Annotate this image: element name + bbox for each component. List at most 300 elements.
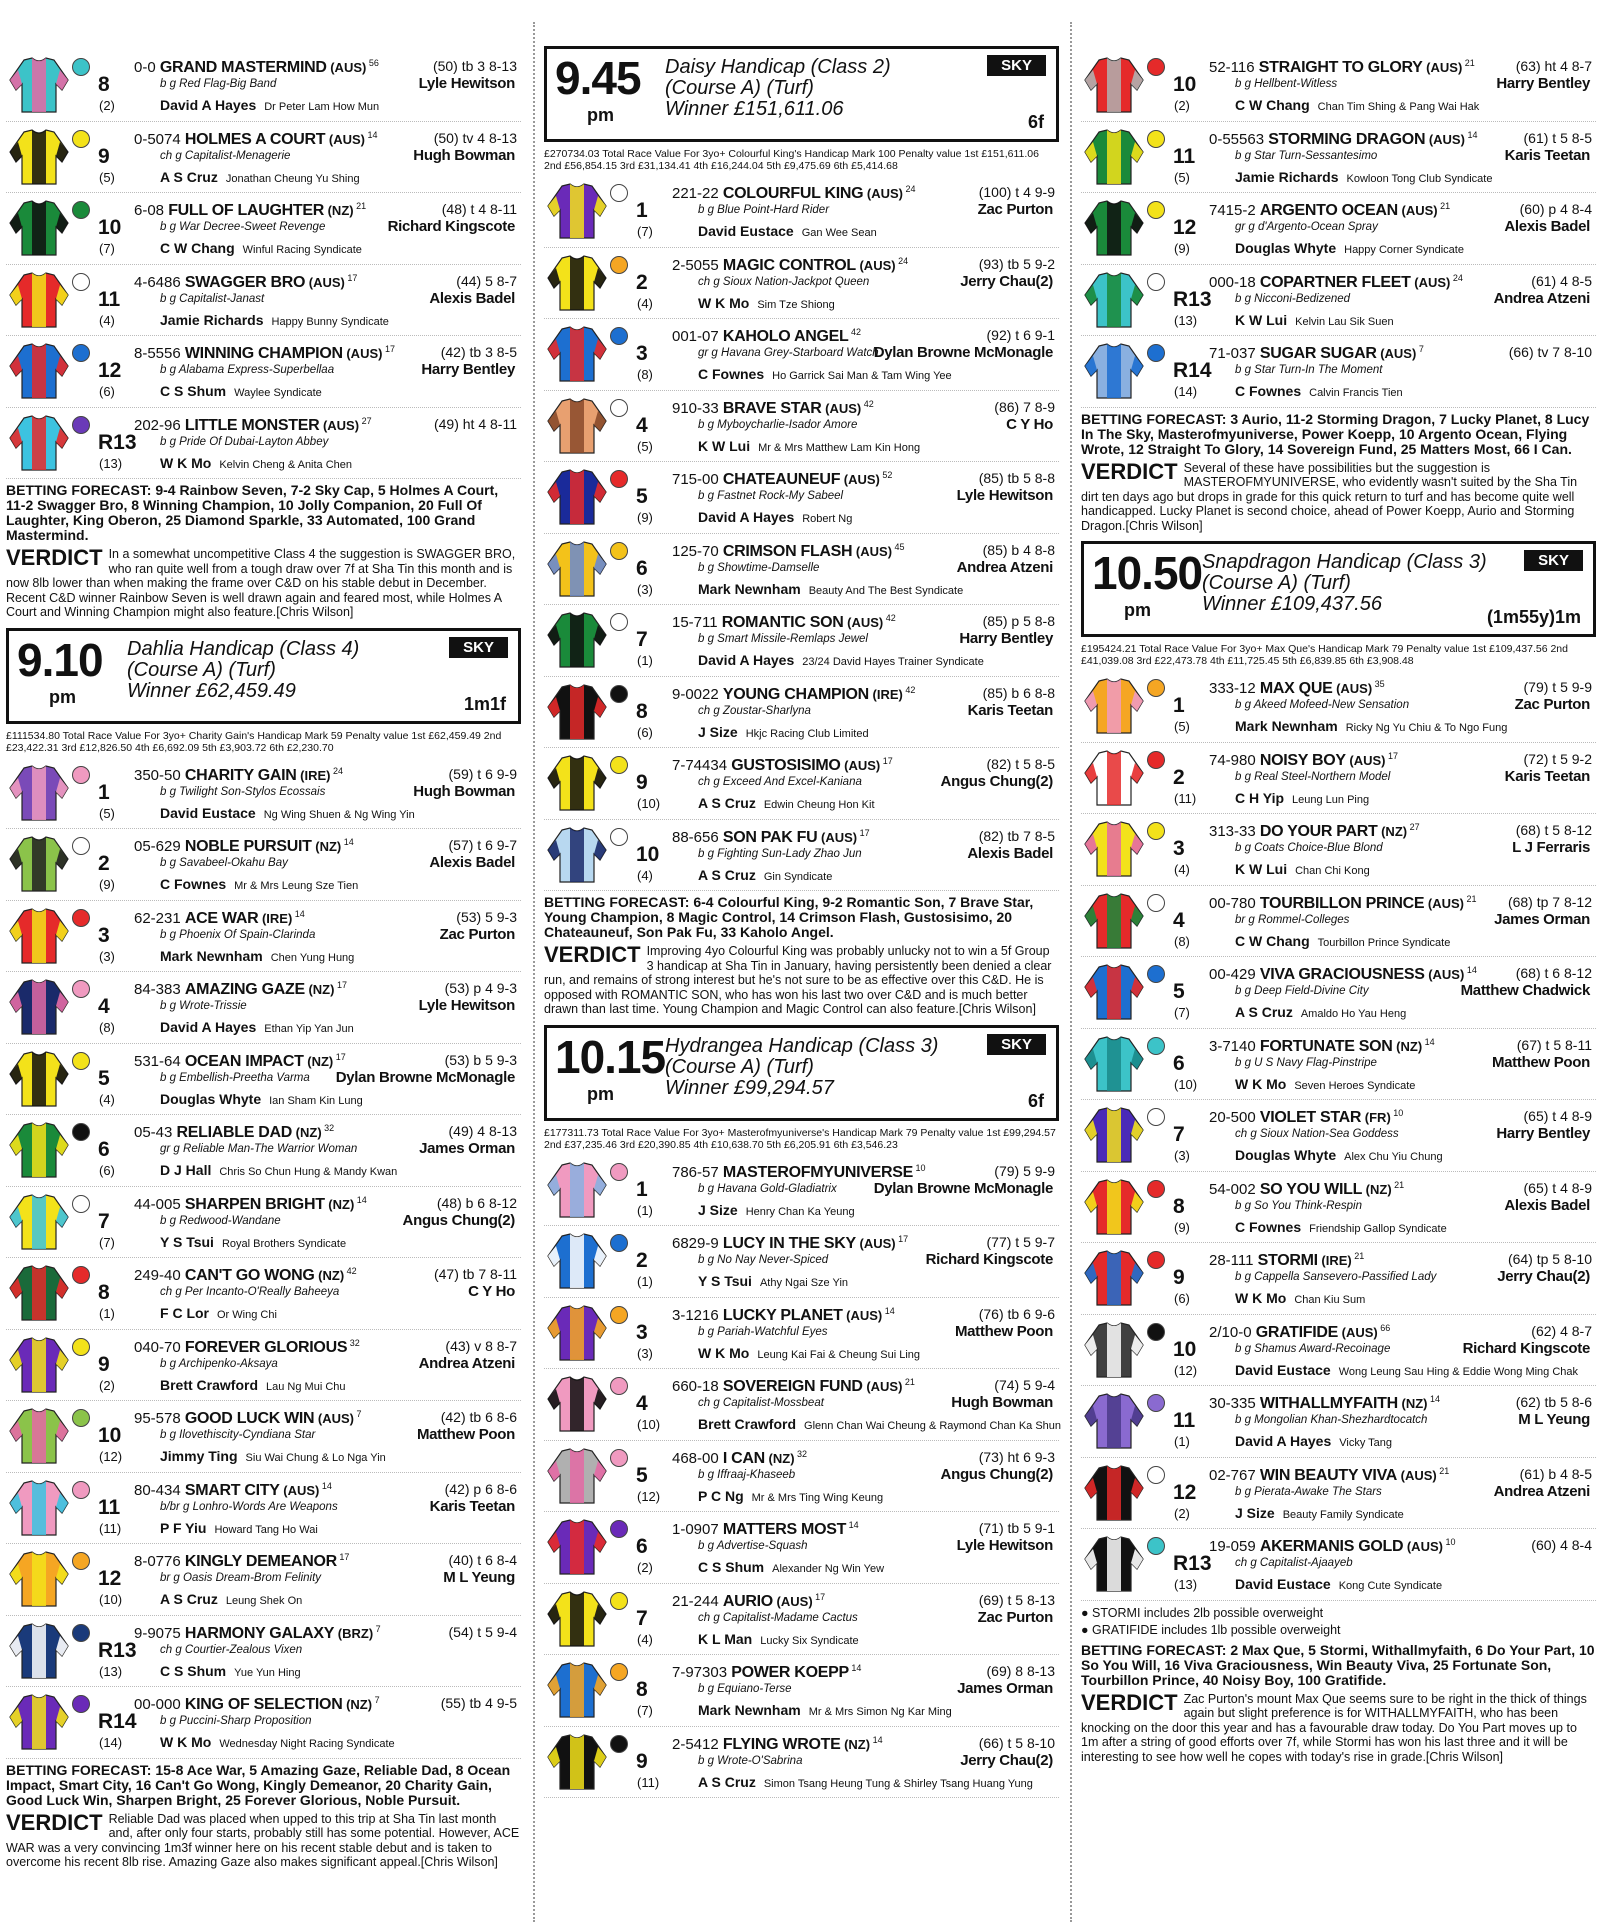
owner-name: Glenn Chan Wai Cheung & Raymond Chan Ka Shun — [804, 1420, 1062, 1432]
jockey-silks-icon — [1083, 1178, 1145, 1236]
cap-icon — [1147, 1323, 1165, 1341]
horse-name: VIVA GRACIOUSNESS — [1259, 966, 1425, 983]
cap-icon — [610, 828, 628, 846]
runner-row — [1081, 671, 1596, 743]
jockey-name: C W Chang Winful Racing Syndicate — [160, 240, 362, 256]
jockey-name: Douglas Whyte Happy Corner Syndicate — [1235, 240, 1464, 256]
form-and-name: 6-08 FULL OF LAUGHTER (NZ) $^{21}$ — [134, 201, 367, 219]
rating-age-weight: (61) t 5 8-5 — [1523, 129, 1592, 146]
saddle-number: 4 — [1173, 908, 1185, 932]
jockey-silks-icon — [546, 1304, 608, 1362]
jockey-silks-icon — [1083, 1464, 1145, 1522]
draw-number: (3) — [637, 581, 653, 597]
form-and-name: 05-43 RELIABLE DAD (NZ) $^{32}$ — [134, 1123, 335, 1141]
jockey-silks-icon — [546, 1232, 608, 1290]
cap-icon — [610, 613, 628, 631]
draw-number: (4) — [99, 1091, 115, 1107]
form-and-name: 9-0022 YOUNG CHAMPION (IRE) $^{42}$ — [672, 684, 916, 703]
jockey-name: Mark Newnham Chen Yung Hung — [160, 947, 355, 964]
race-title: Dahlia Handicap (Class 4) (Course A) (Turf) Winner £62,459.49 — [127, 637, 360, 702]
trainer-name: Matthew Poon — [1491, 1053, 1590, 1071]
saddle-number: 11 — [98, 1495, 121, 1519]
horse-name: WIN BEAUTY VIVA — [1259, 1466, 1398, 1484]
saddle-number: 1 — [636, 199, 648, 222]
cap-icon — [610, 1449, 628, 1467]
breeding: b g No Nay Never-Spiced — [698, 1254, 829, 1266]
betting-forecast: BETTING FORECAST: 15-8 Ace War, 5 Amazing Gaze, Reliable Dad, 8 Ocean Impact, Smart City, 16 Can't Go Wong, Kingly Demeanor, 20 Charity Gain, Good Luck Win, Sharpen Bright, 25 Forever Glorious, Noble Pursuit. — [6, 1761, 511, 1808]
draw-number: (9) — [637, 510, 653, 525]
jockey-name: C Fownes Friendship Gallop Syndicate — [1235, 1218, 1447, 1235]
form-and-name: 8-0776 KINGLY DEMEANOR $^{17}$ — [134, 1552, 350, 1570]
saddle-number: 2 — [1173, 765, 1185, 789]
jockey-silks-icon — [1083, 1321, 1145, 1379]
jockey-silks-icon — [1083, 892, 1145, 950]
draw-number: (5) — [99, 805, 115, 821]
rating-age-weight: (47) tb 7 8-11 — [433, 1266, 517, 1282]
race-header: 10.50 pm Snapdragon Handicap (Class 3) (Course A) (Turf) Winner £109,437.56 SKY (1m55y)1m — [1081, 541, 1596, 637]
jockey-silks-icon — [1083, 271, 1145, 329]
saddle-number: 2 — [98, 852, 110, 875]
owner-name: Calvin Francis Tien — [1309, 387, 1403, 399]
breeding: b g Blue Point-Hard Rider — [698, 204, 830, 216]
breeding: gr g Reliable Man-The Warrior Woman — [160, 1143, 358, 1155]
breeding: b g Showtime-Damselle — [698, 561, 820, 574]
rating-age-weight: (53) 5 9-3 — [456, 908, 517, 925]
breeding: b g Fastnet Rock-My Sabeel — [698, 490, 844, 502]
trainer-name: Matthew Chadwick — [1460, 982, 1590, 999]
saddle-number: R13 — [98, 430, 137, 454]
runner-row — [1081, 743, 1596, 815]
runner-row — [544, 677, 1059, 749]
runner-row — [6, 1115, 521, 1187]
saddle-number: 1 — [1173, 694, 1185, 717]
cap-icon — [1147, 822, 1165, 840]
draw-number: (6) — [99, 1163, 115, 1178]
race-distance: 1m1f — [463, 693, 506, 714]
jockey-name: David Eustace Kong Cute Syndicate — [1235, 1576, 1443, 1592]
owner-name: Alexander Ng Win Yew — [772, 1563, 885, 1575]
owner-name: Lucky Six Syndicate — [760, 1634, 859, 1647]
saddle-number: 12 — [1173, 1480, 1197, 1504]
trainer-name: Hugh Bowman — [413, 146, 515, 164]
trainer-name: Alexis Badel — [429, 289, 515, 307]
horse-name: TOURBILLON PRINCE — [1259, 894, 1425, 912]
breeding: ch g Sioux Nation-Jackpot Queen — [698, 275, 870, 288]
rating-age-weight: (48) t 4 8-11 — [441, 201, 517, 217]
runner-row — [1081, 814, 1596, 886]
saddle-number: R13 — [98, 1638, 137, 1662]
trainer-name: Zac Purton — [977, 201, 1053, 218]
jockey-silks-icon — [546, 468, 608, 526]
breeding: b g Real Steel-Northern Model — [1235, 770, 1391, 783]
saddle-number: 10 — [1173, 73, 1197, 96]
rating-age-weight: (42) tb 6 8-6 — [440, 1409, 517, 1425]
rating-age-weight: (85) p 5 8-8 — [982, 613, 1055, 629]
rating-age-weight: (68) t 5 8-12 — [1515, 822, 1592, 838]
runner-row — [1081, 1243, 1596, 1315]
form-and-name: 7415-2 ARGENTO OCEAN (AUS) $^{21}$ — [1209, 201, 1451, 219]
jockey-silks-icon — [8, 907, 70, 965]
cap-icon — [610, 256, 628, 274]
saddle-number: 12 — [98, 359, 122, 382]
runner-row — [544, 1727, 1059, 1799]
cap-icon — [72, 1195, 90, 1213]
horse-name: SMART CITY — [184, 1481, 280, 1499]
jockey-name: Mark Newnham Ricky Ng Yu Chiu & To Ngo Fung — [1235, 718, 1508, 734]
saddle-number: 7 — [636, 628, 648, 651]
trainer-name: James Orman — [1494, 910, 1590, 928]
form-and-name: 19-059 AKERMANIS GOLD (AUS) $^{10}$ — [1209, 1537, 1456, 1555]
trainer-name: Jerry Chau(2) — [960, 1751, 1053, 1769]
breeding: ch g Sioux Nation-Sea Goddess — [1235, 1128, 1399, 1140]
rating-age-weight: (85) b 4 8-8 — [982, 541, 1055, 558]
cap-icon — [610, 1234, 628, 1252]
trainer-name: Hugh Bowman — [951, 1394, 1053, 1411]
horse-name: LITTLE MONSTER — [184, 416, 320, 434]
form-and-name: 84-383 AMAZING GAZE (NZ) $^{17}$ — [134, 980, 347, 998]
form-and-name: 2-5055 MAGIC CONTROL (AUS) $^{24}$ — [672, 255, 909, 274]
cap-icon — [610, 1735, 628, 1753]
cap-icon — [610, 327, 628, 345]
draw-number: (9) — [1174, 1219, 1190, 1235]
saddle-number: 5 — [98, 1066, 110, 1090]
owner-name: Ng Wing Shuen & Ng Wing Yin — [263, 808, 415, 821]
rating-age-weight: (50) tb 3 8-13 — [432, 58, 517, 74]
cap-icon — [1147, 1394, 1165, 1412]
jockey-name: K W Lui Chan Chi Kong — [1235, 861, 1370, 877]
cap-icon — [610, 399, 628, 417]
draw-number: (2) — [1174, 98, 1190, 113]
runner-list — [1081, 50, 1596, 408]
form-and-name: 350-50 CHARITY GAIN (IRE) $^{24}$ — [134, 765, 344, 784]
owner-name: Amaldo Ho Yau Heng — [1300, 1008, 1407, 1020]
column-divider — [533, 22, 535, 1922]
saddle-number: 11 — [98, 287, 121, 311]
trainer-name: James Orman — [957, 1680, 1053, 1697]
trainer-name: L J Ferraris — [1512, 839, 1590, 856]
breeding: b g Nicconi-Bedizened — [1235, 292, 1351, 305]
cap-icon — [72, 837, 90, 855]
draw-number: (5) — [99, 169, 115, 185]
jockey-silks-icon — [8, 271, 70, 329]
saddle-number: 4 — [636, 413, 648, 437]
breeding: b g Star Turn-Sessantesimo — [1235, 149, 1378, 162]
breeding: b/br g Lonhro-Words Are Weapons — [160, 1500, 338, 1513]
rating-age-weight: (71) tb 5 9-1 — [978, 1520, 1055, 1536]
draw-number: (2) — [637, 1560, 653, 1575]
cap-icon — [72, 1695, 90, 1713]
runner-row — [6, 829, 521, 901]
rating-age-weight: (79) t 5 9-9 — [1523, 679, 1592, 695]
trainer-name: Zac Purton — [977, 1608, 1053, 1626]
jockey-name: Y S Tsui Athy Ngai Sze Yin — [698, 1273, 849, 1289]
trainer-name: Matthew Poon — [954, 1322, 1053, 1340]
jockey-silks-icon — [1083, 1106, 1145, 1164]
verdict: VERDICT In a somewhat uncompetitive Class 4 the suggestion is SWAGGER BRO, who ran quite well from a tough draw over 7f at Sha Tin this month and is now 8lb lower than when making the frame over C&D on his stable debut in December. Recent C&D winner Rainbow Seven is well drawn again and feared most, while Holmes A Court and Winning Champion might also feature.[Chris Wilson] — [6, 545, 516, 619]
horse-name: GUSTOSISIMO — [731, 757, 841, 774]
rating-age-weight: (50) tv 4 8-13 — [433, 129, 517, 146]
draw-number: (7) — [99, 1234, 115, 1250]
sky-badge: SKY — [987, 55, 1046, 76]
jockey-name: A S Cruz Leung Shek On — [160, 1591, 303, 1607]
form-and-name: 910-33 BRAVE STAR (AUS) $^{42}$ — [672, 398, 874, 417]
runner-row — [544, 1584, 1059, 1656]
saddle-number: 5 — [1173, 980, 1185, 1003]
rating-age-weight: (68) tp 7 8-12 — [1507, 893, 1592, 910]
trainer-name: Zac Purton — [1514, 696, 1590, 713]
cap-icon — [610, 470, 628, 488]
runner-row — [544, 391, 1059, 463]
rating-age-weight: (79) 5 9-9 — [994, 1162, 1055, 1179]
jockey-silks-icon — [546, 754, 608, 812]
runner-row — [6, 408, 521, 480]
trainer-name: Andrea Atzeni — [956, 558, 1053, 576]
trainer-name: Richard Kingscote — [925, 1251, 1053, 1268]
owner-name: Mr & Mrs Simon Ng Kar Ming — [808, 1706, 952, 1718]
form-and-name: 3-1216 LUCKY PLANET (AUS) $^{14}$ — [672, 1305, 895, 1324]
form-and-name: 30-335 WITHALLMYFAITH (NZ) $^{14}$ — [1209, 1394, 1440, 1412]
cap-icon — [610, 685, 628, 703]
owner-name: Leung Lun Ping — [1292, 793, 1370, 806]
runner-row — [6, 122, 521, 194]
jockey-silks-icon — [8, 1550, 70, 1608]
rating-age-weight: (48) b 6 8-12 — [436, 1194, 517, 1211]
horse-name: HOLMES A COURT — [184, 130, 326, 148]
breeding: gr g Havana Grey-Starboard Watch — [698, 347, 879, 359]
form-and-name: 0-0 GRAND MASTERMIND (AUS) $^{56}$ — [134, 58, 379, 76]
horse-name: GRATIFIDE — [1255, 1323, 1339, 1341]
breeding: b g Phoenix Of Spain-Clarinda — [160, 928, 316, 941]
cap-icon — [72, 344, 90, 362]
form-and-name: 88-656 SON PAK FU (AUS) $^{17}$ — [672, 827, 870, 846]
trainer-name: Zac Purton — [439, 925, 515, 943]
breeding: b g Shamus Award-Recoinage — [1235, 1342, 1391, 1355]
saddle-number: 8 — [636, 699, 648, 723]
cap-icon — [72, 58, 90, 76]
jockey-silks-icon — [8, 1622, 70, 1680]
runner-row — [1081, 1458, 1596, 1530]
rating-age-weight: (61) b 4 8-5 — [1519, 1465, 1592, 1482]
rating-age-weight: (92) t 6 9-1 — [986, 327, 1055, 343]
cap-icon — [1147, 751, 1165, 769]
cap-icon — [610, 1377, 628, 1395]
sky-badge: SKY — [1524, 550, 1583, 571]
sky-badge: SKY — [987, 1034, 1046, 1055]
rating-age-weight: (66) t 5 8-10 — [978, 1734, 1055, 1751]
runner-row — [1081, 1386, 1596, 1458]
trainer-name: Dylan Browne McMonagle — [873, 1179, 1053, 1197]
cap-icon — [1147, 1537, 1165, 1555]
jockey-name: David Eustace Ng Wing Shuen & Ng Wing Yin — [160, 804, 415, 821]
owner-name: Beauty Family Syndicate — [1282, 1508, 1404, 1521]
form-and-name: 15-711 ROMANTIC SON (AUS) $^{42}$ — [672, 613, 896, 631]
cap-icon — [72, 416, 90, 434]
cap-icon — [72, 1481, 90, 1499]
cap-icon — [72, 980, 90, 998]
runner-row — [1081, 1315, 1596, 1387]
saddle-number: 4 — [636, 1392, 648, 1415]
runner-row — [544, 605, 1059, 677]
form-and-name: 6829-9 LUCY IN THE SKY (AUS) $^{17}$ — [672, 1234, 909, 1252]
horse-name: FORTUNATE SON — [1259, 1037, 1393, 1055]
draw-number: (14) — [1174, 384, 1198, 399]
verdict: VERDICT Zac Purton's mount Max Que seems sure to be right in the thick of things again but slight preference is for WITHALLMYFAITH, who has been knocking on the door this year and has a favourable draw today. Do You Part moves up to 1m after a string of good efforts over 7f, while Stormi has won his last three and it will be interesting to see how well he copes with today's rise in grade.[Chris Wilson] — [1081, 1689, 1587, 1764]
race-time: 9.10 — [17, 633, 103, 686]
trainer-name: Richard Kingscote — [1462, 1339, 1590, 1357]
jockey-name: Mark Newnham Mr & Mrs Simon Ng Kar Ming — [698, 1702, 952, 1718]
jockey-name: W K Mo Sim Tze Shiong — [698, 294, 835, 311]
cap-icon — [1147, 58, 1165, 76]
form-and-name: 74-980 NOISY BOY (AUS) $^{17}$ — [1209, 750, 1399, 769]
horse-name: MATTERS MOST — [722, 1521, 847, 1538]
runner-row — [6, 972, 521, 1044]
runner-row — [6, 336, 521, 408]
draw-number: (1) — [637, 1202, 653, 1218]
owner-name: Leung Kai Fai & Cheung Sui Ling — [757, 1348, 920, 1361]
owner-name: Kelvin Cheng & Anita Chen — [219, 458, 353, 471]
saddle-number: 5 — [636, 485, 648, 508]
draw-number: (5) — [1174, 719, 1190, 734]
jockey-name: W K Mo Chan Kiu Sum — [1235, 1290, 1366, 1306]
trainer-name: C Y Ho — [1006, 415, 1053, 433]
form-and-name: 202-96 LITTLE MONSTER (AUS) $^{27}$ — [134, 415, 372, 434]
race-time: 10.50 — [1092, 547, 1203, 599]
form-and-name: 000-18 COPARTNER FLEET (AUS) $^{24}$ — [1209, 272, 1463, 291]
prize-money: £111534.80 Total Race Value For 3yo+ Charity Gain's Handicap Mark 59 Penalty value 1st £62,459.49 2nd £23,422.31 3rd £12,826.50 4th £6,692.09 5th £3,903.72 6th £2,230.70 — [6, 729, 502, 754]
draw-number: (11) — [637, 1774, 660, 1790]
jockey-silks-icon — [546, 254, 608, 312]
form-and-name: 660-18 SOVEREIGN FUND (AUS) $^{21}$ — [672, 1377, 915, 1395]
breeding: b g Pariah-Watchful Eyes — [698, 1325, 828, 1338]
trainer-name: C Y Ho — [468, 1283, 515, 1300]
horse-name: SOVEREIGN FUND — [722, 1378, 863, 1395]
trainer-name: Matthew Poon — [416, 1426, 515, 1443]
owner-name: Alex Chu Yiu Chung — [1344, 1151, 1443, 1163]
draw-number: (4) — [1174, 862, 1190, 877]
jockey-silks-icon — [8, 978, 70, 1036]
jockey-name: W K Mo Kelvin Cheng & Anita Chen — [160, 454, 353, 471]
horse-name: AMAZING GAZE — [184, 981, 305, 998]
draw-number: (11) — [1174, 790, 1197, 806]
jockey-name: Jimmy Ting Siu Wai Chung & Lo Nga Yin — [160, 1448, 386, 1464]
runner-row — [6, 193, 521, 265]
draw-number: (2) — [99, 1377, 115, 1393]
jockey-silks-icon — [546, 1733, 608, 1791]
runner-row — [6, 1330, 521, 1402]
race-header: 10.15 pm Hydrangea Handicap (Class 3) (Course A) (Turf) Winner £99,294.57 SKY 6f — [544, 1025, 1059, 1121]
owner-name: Ian Sham Kin Lung — [269, 1094, 363, 1107]
runner-row — [544, 1655, 1059, 1727]
owner-name: Waylee Syndicate — [234, 387, 322, 399]
jockey-name: A S Cruz Amaldo Ho Yau Heng — [1235, 1004, 1407, 1020]
runner-list — [544, 176, 1059, 891]
trainer-name: Harry Bentley — [1496, 1125, 1590, 1142]
runner-row — [544, 248, 1059, 320]
rating-age-weight: (54) t 5 9-4 — [448, 1623, 517, 1640]
saddle-number: R14 — [1173, 359, 1212, 382]
jockey-name: P F Yiu Howard Tang Ho Wai — [160, 1519, 318, 1536]
form-and-name: 02-767 WIN BEAUTY VIVA (AUS) $^{21}$ — [1209, 1465, 1450, 1484]
betting-forecast: BETTING FORECAST: 9-4 Rainbow Seven, 7-2 Sky Cap, 5 Holmes A Court, 11-2 Swagger Bro, 8 Winning Champion, 10 Jolly Companion, 20 Full Of Laughter, King Oberon, 25 Diamond Sparkle, 33 Automated, 100 Grand Mastermind. — [6, 482, 499, 543]
saddle-number: 9 — [98, 144, 110, 168]
prize-money: £270734.03 Total Race Value For 3yo+ Colourful King's Handicap Mark 100 Penalty value 1st £151,611.06 2nd £56,854.15 3rd £31,134.41 4th £16,244.04 5th £9,475.69 6th £5,414.68 — [544, 148, 1039, 172]
draw-number: (6) — [637, 724, 653, 740]
cap-icon — [610, 184, 628, 202]
horse-name: I CAN — [722, 1449, 765, 1467]
rating-age-weight: (69) 8 8-13 — [986, 1663, 1055, 1679]
runner-row — [1081, 122, 1596, 194]
cap-icon — [1147, 1108, 1165, 1126]
jockey-name: David A Hayes Dr Peter Lam How Mun — [160, 97, 380, 113]
jockey-silks-icon — [1083, 342, 1145, 400]
horse-name: ACE WAR — [184, 909, 259, 927]
rating-age-weight: (42) tb 3 8-5 — [440, 344, 517, 360]
rating-age-weight: (65) t 4 8-9 — [1523, 1179, 1592, 1196]
runner-row — [6, 50, 521, 122]
runner-list — [6, 50, 521, 479]
jockey-name: Jamie Richards Happy Bunny Syndicate — [160, 311, 389, 328]
owner-name: Mr & Mrs Leung Sze Tien — [234, 880, 359, 892]
runner-list — [6, 758, 521, 1759]
form-and-name: 95-578 GOOD LUCK WIN (AUS) $^7$ — [134, 1409, 362, 1427]
jockey-name: K L Man Lucky Six Syndicate — [698, 1630, 859, 1647]
cap-icon — [610, 1592, 628, 1610]
trainer-name: Angus Chung(2) — [402, 1211, 515, 1229]
owner-name: Gan Wee Sean — [801, 227, 877, 239]
draw-number: (1) — [99, 1306, 115, 1321]
jockey-name: Mark Newnham Beauty And The Best Syndicate — [698, 580, 964, 597]
jockey-silks-icon — [546, 1375, 608, 1433]
horse-name: CRIMSON FLASH — [722, 542, 853, 560]
horse-name: HARMONY GALAXY — [184, 1624, 335, 1642]
horse-name: VIOLET STAR — [1259, 1109, 1362, 1126]
saddle-number: 9 — [636, 771, 648, 794]
jockey-silks-icon — [8, 1050, 70, 1108]
draw-number: (2) — [1174, 1505, 1190, 1521]
jockey-silks-icon — [8, 835, 70, 893]
runner-row — [544, 534, 1059, 606]
form-and-name: 3-7140 FORTUNATE SON (NZ) $^{14}$ — [1209, 1036, 1435, 1055]
draw-number: (9) — [1174, 241, 1190, 256]
breeding: b g Star Turn-In The Moment — [1235, 364, 1383, 376]
race-distance: (1m55y)1m — [1486, 607, 1581, 627]
column-2 — [544, 50, 1062, 1798]
horse-name: ARGENTO OCEAN — [1259, 202, 1398, 219]
horse-name: KING OF SELECTION — [184, 1696, 343, 1713]
form-and-name: 00-780 TOURBILLON PRINCE (AUS) $^{21}$ — [1209, 893, 1477, 912]
saddle-number: 7 — [98, 1209, 110, 1233]
breeding: b g Havana Gold-Gladiatrix — [698, 1182, 837, 1195]
jockey-silks-icon — [8, 1693, 70, 1751]
draw-number: (3) — [637, 1345, 653, 1361]
runner-row — [6, 1687, 521, 1759]
draw-number: (7) — [1174, 1005, 1190, 1020]
breeding: b g Capitalist-Janast — [160, 292, 265, 305]
draw-number: (4) — [637, 867, 653, 883]
draw-number: (9) — [99, 877, 115, 892]
saddle-number: 12 — [1173, 216, 1197, 239]
jockey-name: Jamie Richards Kowloon Tong Club Syndicate — [1235, 168, 1493, 185]
saddle-number: 3 — [636, 342, 648, 365]
trainer-name: Lyle Hewitson — [418, 75, 515, 92]
horse-name: KAHOLO ANGEL — [722, 328, 849, 345]
horse-name: FULL OF LAUGHTER — [168, 202, 324, 219]
cap-icon — [72, 1624, 90, 1642]
owner-name: Edwin Cheung Hon Kit — [763, 799, 875, 811]
trainer-name: M L Yeung — [443, 1569, 515, 1586]
rating-age-weight: (43) v 8 8-7 — [445, 1337, 517, 1354]
horse-name: YOUNG CHAMPION — [722, 685, 869, 703]
